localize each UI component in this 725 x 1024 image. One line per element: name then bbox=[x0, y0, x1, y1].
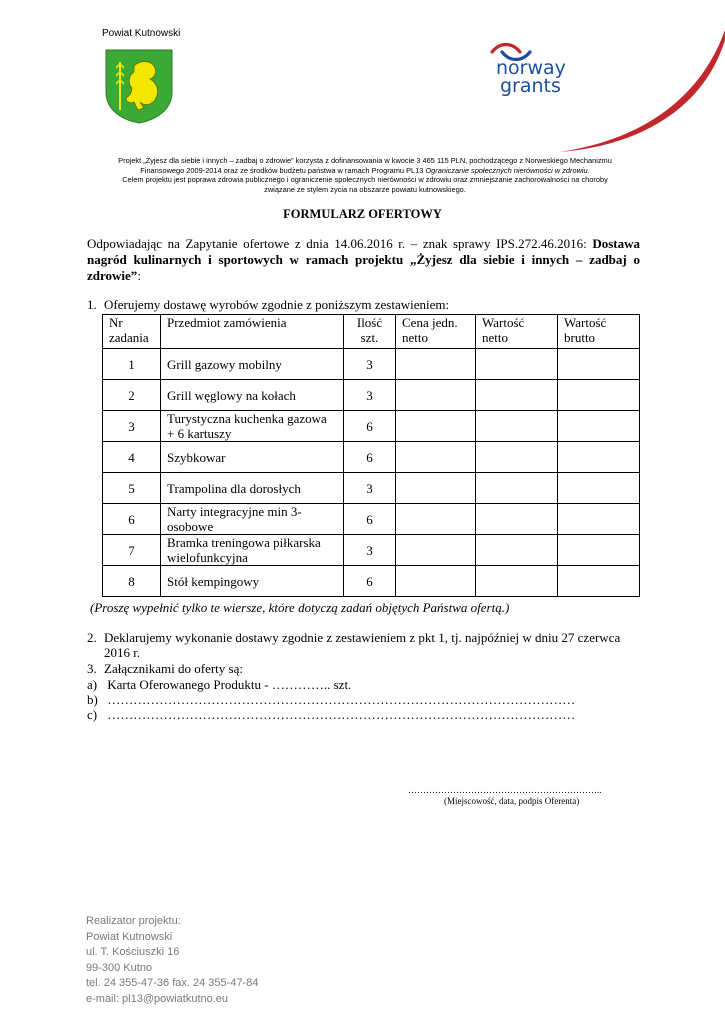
fill-note: (Proszę wypełnić tylko te wiersze, które dotyczą zadań objętych Państwa ofertą.) bbox=[90, 600, 510, 615]
cell-qty: 6 bbox=[344, 442, 396, 473]
header-unit-price: Cena jedn. netto bbox=[396, 315, 476, 349]
list-item-2: 2. Deklarujemy wykonanie dostawy zgodnie z zestawieniem z pkt 1, tj. najpóźniej w dniu 27 czerwca 2016 r. bbox=[87, 630, 621, 660]
cell-unit-price[interactable] bbox=[396, 380, 476, 411]
table-row bbox=[103, 349, 640, 380]
cell-qty: 3 bbox=[344, 380, 396, 411]
project-info bbox=[70, 156, 660, 194]
table-row bbox=[103, 473, 640, 504]
list-item-1: 1. Oferujemy dostawę wyrobów zgodnie z poniższym zestawieniem: bbox=[87, 297, 450, 312]
page-title: FORMULARZ OFERTOWY bbox=[283, 207, 442, 221]
cell-nr: 6 bbox=[103, 504, 161, 535]
cell-nr: 5 bbox=[103, 473, 161, 504]
signature-label: (Miejscowość, data, podpis Oferenta) bbox=[444, 796, 580, 806]
cell-nr: 8 bbox=[103, 566, 161, 597]
cell-item: Stół kempingowy bbox=[161, 566, 344, 597]
cell-net-value[interactable] bbox=[476, 535, 558, 566]
cell-gross-value[interactable] bbox=[558, 442, 640, 473]
cell-net-value[interactable] bbox=[476, 349, 558, 380]
signature-line: ……………………………………………………….. bbox=[408, 785, 602, 795]
cell-nr: 2 bbox=[103, 380, 161, 411]
cell-gross-value[interactable] bbox=[558, 535, 640, 566]
header-nr: Nr zadania bbox=[103, 315, 161, 349]
offer-table bbox=[102, 314, 640, 597]
cell-gross-value[interactable] bbox=[558, 504, 640, 535]
cell-net-value[interactable] bbox=[476, 473, 558, 504]
table-row bbox=[103, 504, 640, 535]
table-row bbox=[103, 380, 640, 411]
cell-unit-price[interactable] bbox=[396, 566, 476, 597]
cell-net-value[interactable] bbox=[476, 566, 558, 597]
logo-line2: grants bbox=[500, 75, 561, 97]
table-row bbox=[103, 411, 640, 442]
cell-item: Bramka treningowa piłkarska wielofunkcyjna bbox=[161, 535, 344, 566]
project-line-2: Finansowego 2009-2014 oraz ze środków budżetu państwa w ramach Programu PL13 Ograniczanie społecznych nierówności w zdrowiu. bbox=[140, 165, 590, 175]
crest-icon bbox=[104, 48, 174, 124]
table-row bbox=[103, 535, 640, 566]
attachment-item: c) ……………………………………………………………………………………………… bbox=[87, 707, 576, 722]
header-qty: Ilość szt. bbox=[344, 315, 396, 349]
cell-qty: 6 bbox=[344, 504, 396, 535]
cell-net-value[interactable] bbox=[476, 411, 558, 442]
cell-unit-price[interactable] bbox=[396, 535, 476, 566]
header-item: Przedmiot zamówienia bbox=[161, 315, 344, 349]
cell-unit-price[interactable] bbox=[396, 504, 476, 535]
attachment-item: b) ……………………………………………………………………………………………… bbox=[87, 692, 576, 707]
cell-gross-value[interactable] bbox=[558, 349, 640, 380]
list-item-3: 3. Załącznikami do oferty są: bbox=[87, 661, 243, 676]
project-line-3: Celem projektu jest poprawa zdrowia publicznego i ograniczenie społecznych nierówności w zdrowiu oraz zmniejszanie zachorowalności na choroby bbox=[122, 175, 608, 184]
cell-nr: 1 bbox=[103, 349, 161, 380]
cell-gross-value[interactable] bbox=[558, 473, 640, 504]
cell-item: Trampolina dla dorosłych bbox=[161, 473, 344, 504]
cell-item: Grill węglowy na kołach bbox=[161, 380, 344, 411]
cell-gross-value[interactable] bbox=[558, 411, 640, 442]
cell-gross-value[interactable] bbox=[558, 380, 640, 411]
attachment-item: a) Karta Oferowanego Produktu - ………….. szt. bbox=[87, 677, 352, 692]
logo-line1: norway bbox=[496, 57, 566, 79]
header-net-value: Wartość netto bbox=[476, 315, 558, 349]
cell-qty: 6 bbox=[344, 411, 396, 442]
swoosh-shape bbox=[560, 30, 725, 152]
cell-unit-price[interactable] bbox=[396, 442, 476, 473]
cell-nr: 4 bbox=[103, 442, 161, 473]
table-row bbox=[103, 566, 640, 597]
cell-item: Turystyczna kuchenka gazowa + 6 kartuszy bbox=[161, 411, 344, 442]
cell-qty: 3 bbox=[344, 535, 396, 566]
intro-paragraph: Odpowiadając na Zapytanie ofertowe z dnia 14.06.2016 r. – znak sprawy IPS.272.46.2016: Dostawa nagród kulinarnych i sportowych w ramach projektu „Żyjesz dla siebie i innych – zadbaj o zdrowie”: bbox=[87, 236, 640, 283]
header-gross-value: Wartość brutto bbox=[558, 315, 640, 349]
cell-qty: 3 bbox=[344, 473, 396, 504]
cell-unit-price[interactable] bbox=[396, 411, 476, 442]
cell-gross-value[interactable] bbox=[558, 566, 640, 597]
project-line-1: Projekt „Żyjesz dla siebie i innych – zadbaj o zdrowie” korzysta z dofinansowania w kwocie 3 465 115 PLN, pochodzącego z Norweskiego Mechanizmu bbox=[118, 156, 612, 165]
footer-contact: Realizator projektu: Powiat Kutnowski ul. T. Kościuszki 16 99-300 Kutno tel. 24 355-47-36 fax. 24 355-47-84 e-mail: pl13@powiatkutno.eu bbox=[86, 915, 259, 1005]
cell-nr: 3 bbox=[103, 411, 161, 442]
table-row bbox=[103, 442, 640, 473]
cell-item: Narty integracyjne min 3-osobowe bbox=[161, 504, 344, 535]
county-name: Powiat Kutnowski bbox=[102, 28, 181, 39]
cell-item: Szybkowar bbox=[161, 442, 344, 473]
cell-net-value[interactable] bbox=[476, 442, 558, 473]
cell-nr: 7 bbox=[103, 535, 161, 566]
intro-bold: Dostawa nagród kulinarnych i sportowych w ramach projektu „Żyjesz dla siebie i innych – zadbaj o zdrowie” bbox=[87, 236, 640, 283]
norway-grants-logo bbox=[488, 38, 583, 98]
project-line-4: związane ze stylem życia na obszarze powiatu kutnowskiego. bbox=[264, 184, 466, 194]
table-header-row bbox=[103, 315, 640, 349]
cell-net-value[interactable] bbox=[476, 380, 558, 411]
cell-unit-price[interactable] bbox=[396, 349, 476, 380]
attachment-list bbox=[87, 677, 575, 722]
logo-arc-red bbox=[492, 45, 520, 53]
cell-item: Grill gazowy mobilny bbox=[161, 349, 344, 380]
cell-qty: 6 bbox=[344, 566, 396, 597]
cell-net-value[interactable] bbox=[476, 504, 558, 535]
cell-qty: 3 bbox=[344, 349, 396, 380]
cell-unit-price[interactable] bbox=[396, 473, 476, 504]
